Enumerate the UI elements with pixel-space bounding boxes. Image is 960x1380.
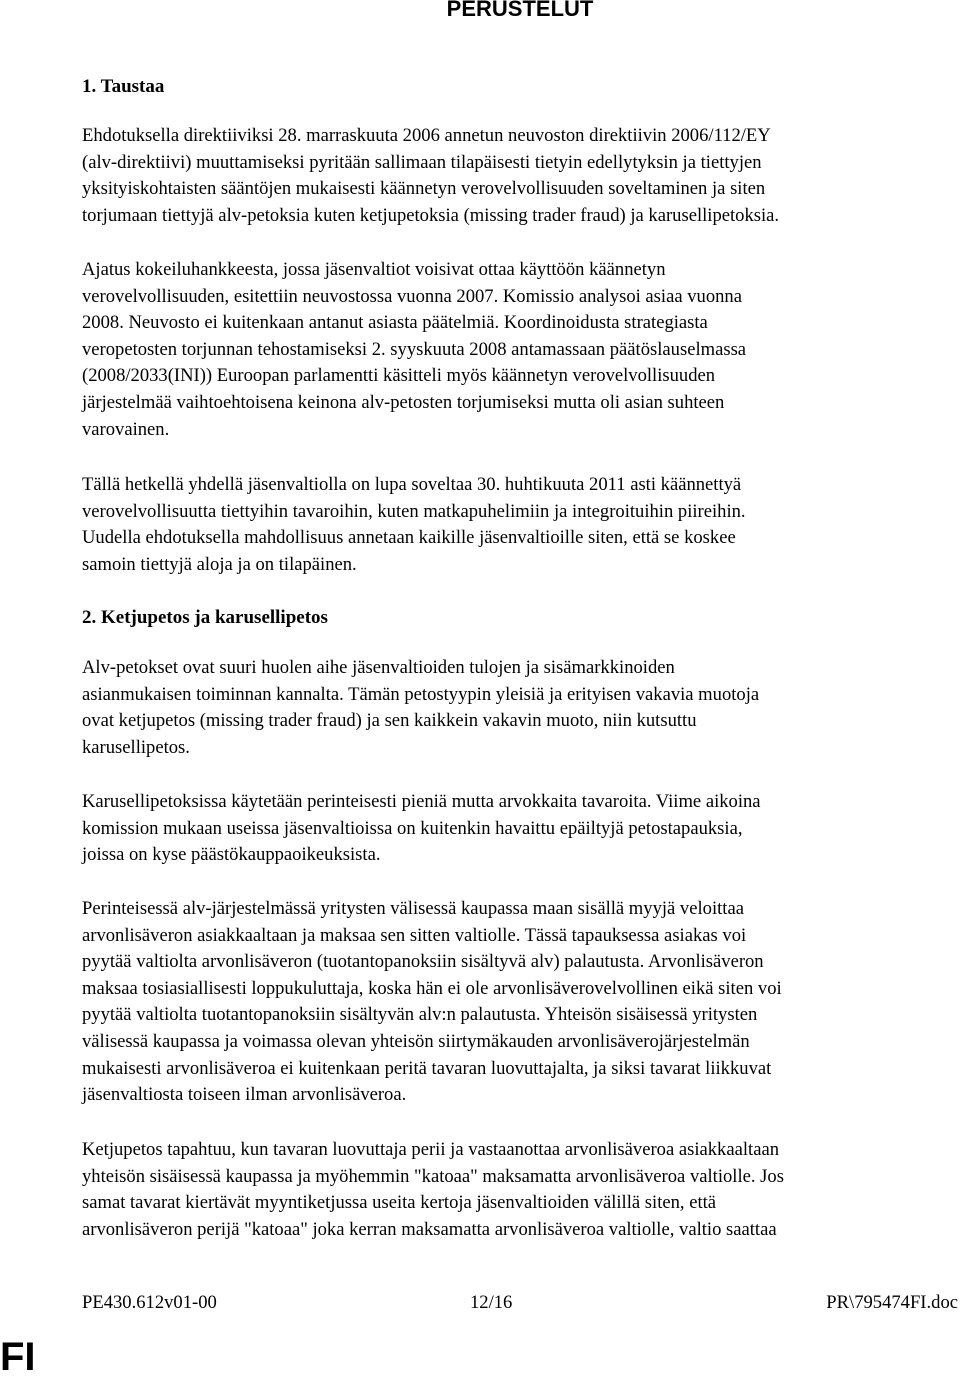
page-title: PERUSTELUT — [446, 0, 594, 21]
section-heading-taustaa: 1. Taustaa — [82, 76, 165, 97]
footer-page-number: 12/16 — [470, 1292, 513, 1313]
paragraph-traditional-vat-system: Perinteisessä alv-järjestelmässä yritysten välisessä kaupassa maan sisällä myyjä veloittaa arvonlisäveron asiakkaaltaan ja maksaa sen sitten valtiolle. Tässä tapauksessa asiakas voi pyytää valtiolta arvonlisäveron (tuotantopanoksiin sisältyvä alv) palautusta. Arvonlisäveron maksaa tosiasiallisesti loppukuluttaja, koska hän ei ole arvonlisäverovelvollinen eikä siten voi pyytää valtiolta tuotantopanoksiin sisältyvän alv:n palautusta. Yhteisön sisäisessä yritysten välisessä kaupassa ja voimassa olevan yhteisön siirtymäkauden arvonlisäverojärjestelmän mukaisesti arvonlisäveroa ei kuitenkaan peritä tavaran luovuttajalta, ja siksi tavarat liikkuvat jäsenvaltiosta toiseen ilman arvonlisäveroa. — [82, 898, 782, 1106]
paragraph-proposal-background: Ehdotuksella direktiiviksi 28. marraskuuta 2006 annetun neuvoston direktiivin 2006/112/EY (alv-direktiivi) muuttamiseksi pyritään sallimaan tilapäisesti tietyin edellytyksin ja tiettyjen yksityiskohtaisten sääntöjen mukaisesti käännetyn verovelvollisuuden soveltaminen ja siten torjumaan tiettyjä alv-petoksia kuten ketjupetoksia (missing trader fraud) ja karusellipetoksia. — [82, 125, 780, 226]
footer-document-reference: PE430.612v01-00 — [82, 1292, 217, 1313]
paragraph-pilot-project: Ajatus kokeiluhankkeesta, jossa jäsenvaltiot voisivat ottaa käyttöön käännetyn verovelvollisuuden, esitettiin neuvostossa vuonna 2007. Komissio analysoi asiaa vuonna 2008. Neuvosto ei kuitenkaan antanut asiasta päätelmiä. Koordinoidusta strategiasta veropetosten torjunnan tehostamiseksi 2. syyskuuta 2008 antamassaan päätöslauselmassa (2008/2033(INI)) Euroopan parlamentti käsitteli myös käännetyn verovelvollisuuden järjestelmää vaihtoehtoisena keinona alv-petosten torjumiseksi mutta oli asian suhteen varovainen. — [82, 259, 747, 440]
footer-file-name: PR\795474FI.doc — [826, 1292, 958, 1313]
section-heading-ketjupetos: 2. Ketjupetos ja karusellipetos — [82, 607, 328, 628]
paragraph-vat-fraud: Alv-petokset ovat suuri huolen aihe jäsenvaltioiden tulojen ja sisämarkkinoiden asianmukaisen toiminnan kannalta. Tämän petostyypin yleisiä ja erityisen vakavia muotoja ovat ketjupetos (missing trader fraud) ja sen kaikkein vakavin muoto, niin kutsuttu karusellipetos. — [82, 657, 760, 758]
paragraph-carousel-goods: Karusellipetoksissa käytetään perinteisesti pieniä mutta arvokkaita tavaroita. Viime aikoina komission mukaan useissa jäsenvaltioissa on kuitenkin havaittu epäiltyjä petostapauksia, joissa on kyse päästökauppaoikeuksista. — [82, 791, 761, 866]
paragraph-current-situation: Tällä hetkellä yhdellä jäsenvaltiolla on lupa soveltaa 30. huhtikuuta 2011 asti käännettyä verovelvollisuutta tiettyihin tavaroihin, kuten matkapuhelimiin ja integroituihin piireihin. Uudella ehdotuksella mahdollisuus annetaan kaikille jäsenvaltioille siten, että se koskee samoin tiettyjä aloja ja on tilapäinen. — [82, 474, 746, 575]
language-code: FI — [0, 1335, 36, 1379]
paragraph-missing-trader: Ketjupetos tapahtuu, kun tavaran luovuttaja perii ja vastaanottaa arvonlisäveroa asiakkaaltaan yhteisön sisäisessä kaupassa ja myöhemmin "katoaa" maksamatta arvonlisäveroa valtiolle. Jos samat tavarat kiertävät myyntiketjussa useita kertoja jäsenvaltioiden välillä siten, että arvonlisäveron perijä "katoaa" joka kerran maksamatta arvonlisäveroa valtiolle, valtio saattaa — [82, 1139, 784, 1240]
